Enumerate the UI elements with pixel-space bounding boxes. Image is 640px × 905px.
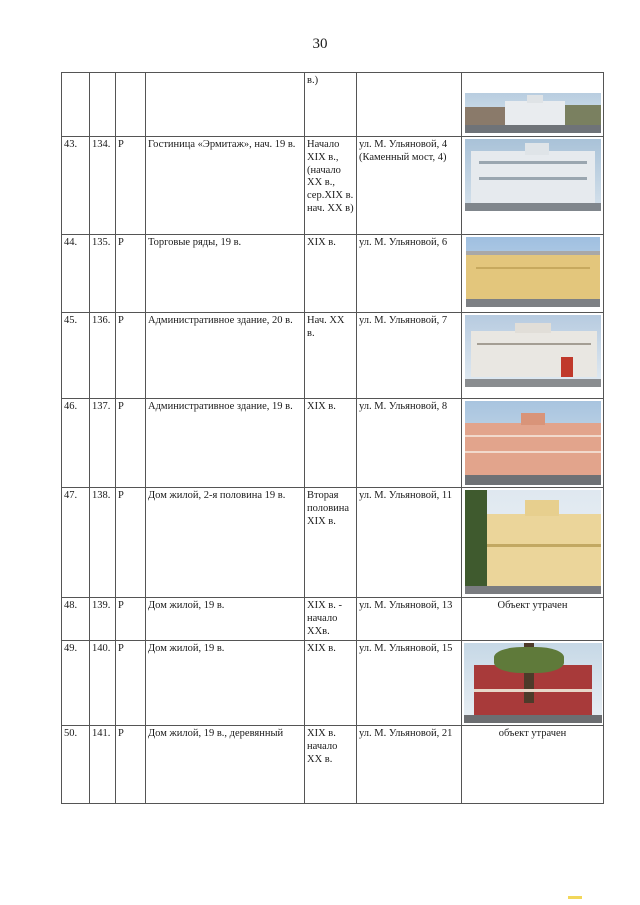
row-number: 43. [62,137,90,235]
table-row [62,641,604,726]
monuments-table [61,72,604,804]
table-row [62,73,604,137]
object-lost-label: объект утрачен [462,726,604,804]
row-name [146,73,305,137]
row-category: Р [116,488,146,598]
row-image-cell [462,137,604,235]
row-code: 139. [90,598,116,641]
hotel-hermitage-photo [465,139,601,211]
row-date: XIX в. [305,399,357,488]
table-row [62,726,604,804]
row-code: 137. [90,399,116,488]
row-date: в.) [305,73,357,137]
row-code [90,73,116,137]
row-address: ул. М. Ульяновой, 21 [357,726,462,804]
row-image-cell [462,73,604,137]
row-number: 48. [62,598,90,641]
row-image-cell [462,641,604,726]
red-house-photo [464,643,602,723]
row-name: Дом жилой, 19 в., деревянный [146,726,305,804]
row-date: XIX в. - начало XXв. [305,598,357,641]
row-category: Р [116,313,146,399]
row-address: ул. М. Ульяновой, 13 [357,598,462,641]
row-code: 136. [90,313,116,399]
row-category: Р [116,235,146,313]
admin-building-photo [465,315,601,387]
row-address: ул. М. Ульяновой, 8 [357,399,462,488]
row-number: 44. [62,235,90,313]
row-code: 135. [90,235,116,313]
row-image-cell [462,313,604,399]
row-name: Дом жилой, 2-я половина 19 в. [146,488,305,598]
row-address: ул. М. Ульяновой, 11 [357,488,462,598]
row-address: ул. М. Ульяновой, 7 [357,313,462,399]
row-category: Р [116,641,146,726]
trading-rows-photo [466,237,600,307]
table-row [62,137,604,235]
row-name: Торговые ряды, 19 в. [146,235,305,313]
row-image-cell [462,399,604,488]
row-image-cell [462,488,604,598]
row-category: Р [116,399,146,488]
row-address: ул. М. Ульяновой, 4 (Каменный мост, 4) [357,137,462,235]
row-code: 141. [90,726,116,804]
row-category: Р [116,598,146,641]
row-date: XIX в. [305,641,357,726]
table-row [62,488,604,598]
row-name: Административное здание, 20 в. [146,313,305,399]
row-address: ул. М. Ульяновой, 6 [357,235,462,313]
table-row [62,313,604,399]
table-row [62,235,604,313]
row-name: Дом жилой, 19 в. [146,641,305,726]
row-category [116,73,146,137]
row-date: XIX в. [305,235,357,313]
table-row [62,598,604,641]
row-address: ул. М. Ульяновой, 15 [357,641,462,726]
row-address [357,73,462,137]
row-date: XIX в. начало XX в. [305,726,357,804]
row-date: Нач. XX в. [305,313,357,399]
row-code: 138. [90,488,116,598]
page-number: 30 [312,36,328,52]
row-number [62,73,90,137]
row-code: 140. [90,641,116,726]
row-date: Вторая половина XIX в. [305,488,357,598]
row-name: Дом жилой, 19 в. [146,598,305,641]
row-code: 134. [90,137,116,235]
row-name: Административное здание, 19 в. [146,399,305,488]
row-number: 50. [62,726,90,804]
admin-building-pink-photo [465,401,601,485]
row-category: Р [116,137,146,235]
row-date: Начало XIX в., (начало XX в., сер.XIX в. нач. XX в) [305,137,357,235]
row-number: 49. [62,641,90,726]
residential-house-photo [465,490,601,594]
object-lost-label: Объект утрачен [462,598,604,641]
row-image-cell [462,235,604,313]
row-number: 47. [62,488,90,598]
row-name: Гостиница «Эрмитаж», нач. 19 в. [146,137,305,235]
square-buildings-photo [465,93,601,133]
table-row [62,399,604,488]
row-number: 45. [62,313,90,399]
row-category: Р [116,726,146,804]
scan-mark [568,896,582,899]
row-number: 46. [62,399,90,488]
